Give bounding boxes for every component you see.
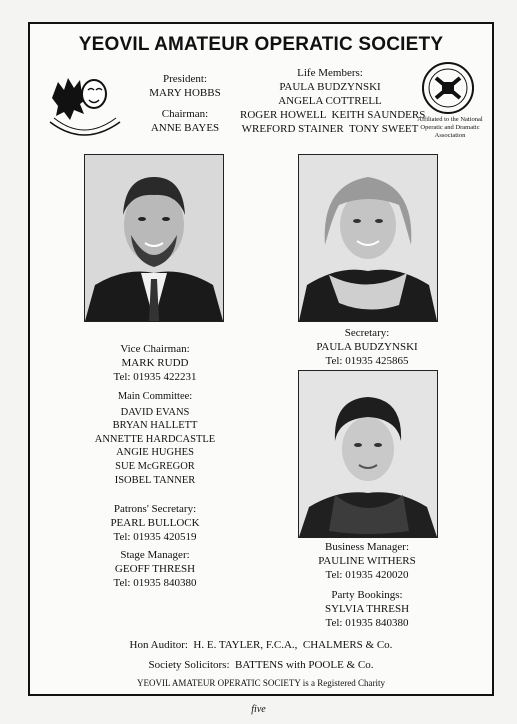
society-solicitors: Society Solicitors: BATTENS with POOLE & Co.: [148, 659, 374, 671]
affiliation-text: [410, 116, 490, 140]
portrait-woman-secretary: [299, 155, 437, 321]
business-manager-tel: Tel: 01935 420020: [325, 569, 409, 581]
business-manager-name: PAULINE WITHERS: [318, 555, 416, 567]
life-member-line: ANGELA COTTRELL: [278, 95, 382, 107]
page-number: five: [251, 704, 266, 715]
patrons-secretary-tel: Tel: 01935 420519: [113, 531, 197, 543]
page-frame: [28, 22, 494, 696]
stage-manager-block: [80, 548, 230, 590]
hon-auditor: Hon Auditor: H. E. TAYLER, F.C.A., CHALMERS & Co.: [129, 639, 393, 651]
committee-member: BRYAN HALLETT: [112, 420, 198, 432]
president-label: President:: [163, 73, 207, 85]
life-members-label: Life Members:: [297, 67, 363, 79]
party-bookings-name: SYLVIA THRESH: [324, 603, 410, 615]
party-bookings-tel: Tel: 01935 840380: [325, 617, 409, 629]
president-name: MARY HOBBS: [149, 87, 221, 99]
committee-member: ISOBEL TANNER: [114, 474, 196, 486]
stage-manager-tel: Tel: 01935 840380: [113, 577, 197, 589]
noda-emblem: [418, 60, 478, 116]
portrait-man: [85, 155, 223, 321]
vice-chairman-photo: [84, 154, 224, 322]
page-title: YEOVIL AMATEUR OPERATIC SOCIETY: [78, 34, 444, 55]
business-manager-photo: [298, 370, 438, 538]
main-committee-label: Main Committee:: [117, 391, 193, 402]
vice-chairman-name: MARK RUDD: [121, 357, 189, 369]
secretary-block: [292, 326, 442, 368]
chairman-name: ANNE BAYES: [150, 122, 220, 134]
noda-emblem-icon: [418, 60, 478, 116]
stage-manager-name: GEOFF THRESH: [114, 563, 196, 575]
president-block: [130, 72, 240, 135]
vice-chairman-label: Vice Chairman:: [120, 343, 190, 355]
patrons-secretary-block: [80, 502, 230, 544]
life-member-line: WREFORD STAINER TONY SWEET: [241, 123, 419, 135]
main-committee-block: [70, 390, 240, 487]
secretary-tel: Tel: 01935 425865: [325, 355, 409, 367]
stage-manager-label: Stage Manager:: [120, 549, 190, 561]
society-logo: [44, 68, 124, 148]
secretary-label: Secretary:: [344, 327, 390, 339]
business-manager-label: Business Manager:: [324, 541, 409, 553]
affiliation-line: Association: [434, 132, 466, 139]
affiliation-line: Operatic and Dramatic: [420, 124, 480, 131]
committee-member: SUE McGREGOR: [115, 460, 195, 472]
chairman-label: Chairman:: [161, 108, 209, 120]
secretary-photo: [298, 154, 438, 322]
committee-member: DAVID EVANS: [120, 406, 190, 418]
committee-member: ANGIE HUGHES: [116, 447, 194, 459]
secretary-name: PAULA BUDZYNSKI: [316, 341, 418, 353]
life-members-block: [240, 66, 426, 136]
committee-member: ANNETTE HARDCASTLE: [94, 433, 216, 445]
griffin-mask-icon: [44, 68, 124, 148]
business-manager-block: [292, 540, 442, 582]
life-member-line: ROGER HOWELL KEITH SAUNDERS: [240, 109, 426, 121]
party-bookings-block: [292, 588, 442, 630]
party-bookings-label: Party Bookings:: [331, 589, 403, 601]
patrons-secretary-label: Patrons' Secretary:: [113, 503, 197, 515]
life-member-line: PAULA BUDZYNSKI: [279, 81, 381, 93]
charity-statement: YEOVIL AMATEUR OPERATIC SOCIETY is a Registered Charity: [136, 678, 386, 688]
patrons-secretary-name: PEARL BULLOCK: [110, 517, 200, 529]
vice-chairman-tel: Tel: 01935 422231: [113, 371, 197, 383]
affiliation-line: Affiliated to the National: [417, 116, 483, 123]
portrait-woman-business-manager: [299, 371, 437, 537]
vice-chairman-block: [80, 342, 230, 384]
